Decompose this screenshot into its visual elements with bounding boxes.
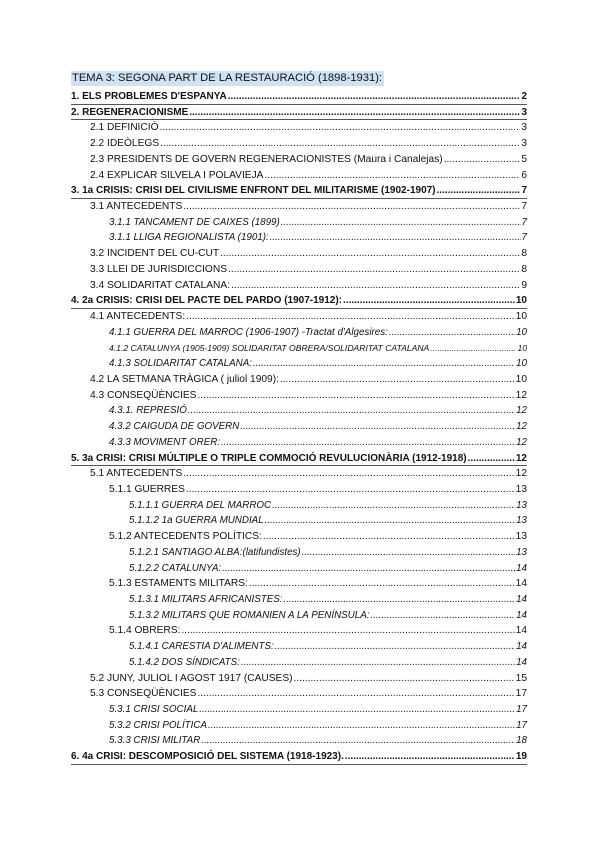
toc-entry[interactable] [71,89,527,105]
toc-dot-leader [220,246,520,262]
toc-entry[interactable] [71,561,527,577]
toc-entry-page-number: 12 [515,389,527,401]
toc-entry[interactable] [71,199,527,215]
toc-dot-leader [370,608,515,624]
toc-dot-leader [284,592,516,608]
toc-entry-page-number: 14 [516,641,527,653]
toc-dot-leader [253,356,515,372]
toc-dot-leader [241,655,515,671]
toc-entry-label: 5. 3a CRISI: CRISI MÚLTIPLE O TRIPLE COMMOCIÓ REVULUCIONÀRIA (1912-1918) [71,452,467,464]
toc-entry-label: 5.3.2 CRISI POLÍTICA [109,719,208,731]
toc-entry-page-number: 7 [521,185,527,197]
toc-entry-page-number: 18 [516,735,527,747]
toc-entry-label: 5.2 JUNY, JULIOL I AGOST 1917 (CAUSES) [90,672,293,684]
toc-entry-page-number: 6 [521,169,527,181]
toc-entry[interactable] [71,403,527,419]
toc-entry[interactable] [71,372,527,388]
toc-entry-page-number: 7 [521,232,527,244]
toc-entry[interactable] [71,356,527,372]
toc-entry-page-number: 10 [516,358,527,370]
toc-dot-leader [270,230,521,246]
toc-dot-leader [160,136,520,152]
toc-entry[interactable] [71,529,527,545]
toc-entry[interactable] [71,246,527,262]
toc-entry-label: 5.1.2.2 CATALUNYA: [129,562,222,574]
toc-entry[interactable] [71,686,527,702]
toc-entry-label: 5.1 ANTECEDENTS [90,468,183,480]
toc-entry-page-number: 17 [516,704,527,716]
toc-dot-leader [249,576,515,592]
toc-entry-page-number: 9 [521,279,527,291]
toc-entry[interactable] [71,183,527,199]
toc-entry-page-number: 10 [515,311,527,323]
toc-entry-label: 3.2 INCIDENT DEL CU-CUT [90,248,220,260]
toc-entry-label: 3.4 SOLIDARITAT CATALANA: [90,279,231,291]
toc-entry-label: 5.1.3.2 MILITARS QUE ROMANIEN A LA PENÍNSULA: [129,609,370,621]
toc-entry-label: 1. ELS PROBLEMES D'ESPANYA [71,91,227,102]
toc-entry-label: 2.2 IDEÒLEGS [90,138,160,150]
toc-entry-label: 5.1.4.1 CARESTIA D'ALIMENTS: [129,641,274,653]
toc-dot-leader [240,419,515,435]
toc-entry-label: 4.1.3 SOLIDARITAT CATALANA: [109,358,253,370]
toc-entry-label: 2.1 DEFINICIÓ [90,122,159,134]
toc-dot-leader [280,372,515,388]
toc-entry-label: 3.1.1 LLIGA REGIONALISTA (1901): [109,232,269,244]
toc-entry-page-number: 15 [515,672,527,684]
toc-entry-page-number: 10 [516,326,527,338]
toc-entry[interactable] [71,278,527,294]
toc-entry-label: 5.1.3.1 MILITARS AFRICANISTES: [129,594,283,605]
toc-entry[interactable] [71,639,527,655]
toc-dot-leader [188,403,515,419]
toc-dot-leader [272,498,515,514]
toc-entry-page-number: 12 [515,468,527,480]
toc-entry-label: 5.3.3 CRISI MILITAR [109,735,201,747]
toc-entry-page-number: 3 [521,106,527,118]
toc-entry-label: 6. 4a CRISI: DESCOMPOSICIÓ DEL SISTEMA (1918-1923). [71,751,344,763]
toc-entry-page-number: 7 [521,216,527,228]
toc-entry-page-number: 10 [515,295,527,307]
toc-dot-leader [275,639,515,655]
toc-entry[interactable] [71,215,527,231]
toc-entry[interactable] [71,451,527,467]
toc-entry-label: 3. 1a CRISIS: CRISI DEL CIVILISME ENFRONT DEL MILITARISME (1902-1907) [71,185,436,197]
toc-dot-leader [228,89,521,105]
toc-dot-leader [264,168,520,184]
toc-entry[interactable] [71,262,527,278]
toc-entry-page-number: 5 [521,153,527,165]
toc-dot-leader [222,561,515,577]
toc-dot-leader [265,513,515,529]
toc-entry-page-number: 8 [521,263,527,275]
toc-entry-label: 5.3.1 CRISI SOCIAL [109,704,199,716]
toc-entry[interactable] [71,592,527,608]
toc-entry-page-number: 12 [515,452,527,464]
toc-entry[interactable] [71,325,527,341]
toc-entry-label: 4.3.1. REPRESIÓ [109,405,187,417]
toc-dot-leader [228,262,520,278]
toc-entry[interactable] [71,749,527,765]
toc-entry-label: 2.4 EXPLICAR SILVELA I POLAVIEJA [90,169,264,181]
toc-dot-leader [183,466,514,482]
toc-entry-page-number: 14 [515,578,527,590]
toc-entry-label: 4.2 LA SETMANA TRÀGICA ( juliol 1909): [90,373,279,385]
toc-entry-label: 5.1.4 OBRERS: [109,625,181,637]
toc-dot-leader [201,733,515,749]
toc-entry-page-number: 12 [516,405,527,417]
toc-entry-page-number: 3 [521,122,527,134]
toc-dot-leader [221,435,515,451]
toc-entry-label: 5.1.2 ANTECEDENTS POLÍTICS: [109,531,262,543]
toc-entry[interactable] [71,152,527,168]
toc-entry-label: 5.1.1.2 1a GUERRA MUNDIAL [129,515,264,527]
toc-entry-page-number: 10 [515,373,527,385]
toc-entry-page-number: 13 [516,515,527,527]
toc-entry-page-number: 7 [521,201,527,213]
toc-entry-page-number: 17 [516,719,527,731]
toc-dot-leader [183,199,520,215]
toc-entry-label: 3.3 LLEI DE JURISDICCIONS [90,263,228,275]
toc-entry-page-number: 14 [516,594,527,605]
toc-dot-leader [345,749,515,765]
toc-dot-leader [186,309,515,325]
toc-entry[interactable] [71,309,527,325]
toc-entry[interactable] [71,702,527,718]
toc-entry[interactable] [71,105,527,121]
toc-entry-page-number: 3 [521,138,527,150]
toc-entry-page-number: 13 [516,546,527,558]
toc-entry[interactable] [71,120,527,136]
toc-dot-leader [197,388,514,404]
toc-entry[interactable] [71,498,527,514]
toc-dot-leader [444,152,521,168]
toc-entry-page-number: 14 [516,609,527,621]
toc-entry[interactable] [71,718,527,734]
toc-entry-page-number: 13 [515,483,527,495]
toc-dot-leader [199,702,515,718]
toc-entry-label: 2. REGENERACIONISME [71,106,189,118]
toc-entry-label: 4.1 ANTECEDENTS: [90,311,186,323]
toc-dot-leader [181,623,514,639]
toc-entry[interactable] [71,388,527,404]
toc-entry[interactable] [71,655,527,671]
toc-entry-label: 4.3.2 CAIGUDA DE GOVERN [109,421,240,433]
toc-entry-label: 5.1.3 ESTAMENTS MILITARS: [109,578,248,590]
toc-entry-page-number: 12 [516,436,527,448]
toc-entry-page-number: 13 [516,499,527,511]
toc-entry-label: 2.3 PRESIDENTS DE GOVERN REGENERACIONISTES (Maura i Canalejas) [90,153,443,165]
toc-entry-page-number: 14 [516,562,527,574]
toc-dot-leader [302,545,515,561]
toc-entry[interactable] [71,341,527,357]
toc-entry[interactable] [71,435,527,451]
toc-entry-label: 5.3 CONSEQÜÈNCIES [90,688,197,700]
toc-dot-leader [208,718,515,734]
toc-dot-leader [343,293,515,309]
toc-entry-page-number: 19 [515,751,527,763]
toc-entry[interactable] [71,136,527,152]
toc-entry-page-number: 14 [516,656,527,668]
toc-entry-page-number: 14 [515,625,527,637]
toc-entry-page-number: 17 [515,688,527,700]
toc-entry-page-number: 8 [521,248,527,260]
toc-entry[interactable] [71,466,527,482]
toc-entry-label: 3.1.1 TANCAMENT DE CAIXES (1899) [109,216,280,228]
document-title: TEMA 3: SEGONA PART DE LA RESTAURACIÓ (1898-1931): [72,72,383,84]
toc-entry-label: 4.3 CONSEQÜÈNCIES [90,389,197,401]
toc-entry-label: 3.1 ANTECEDENTS [90,201,183,213]
toc-entry[interactable] [71,576,527,592]
toc-dot-leader [430,341,516,357]
toc-entry-page-number: 13 [515,531,527,543]
toc-entry[interactable] [71,513,527,529]
toc-entry[interactable] [71,623,527,639]
toc-entry-page-number: 2 [521,91,527,102]
toc-dot-leader [231,278,520,294]
toc-entry[interactable] [71,168,527,184]
table-of-contents [71,89,527,765]
toc-entry-label: 5.1.4.2 DOS SÍNDICATS: [129,656,240,668]
toc-dot-leader [437,183,521,199]
toc-entry[interactable] [71,230,527,246]
toc-entry-page-number: 10 [517,342,527,353]
toc-entry-label: 4.3.3 MOVIMENT ORER: [109,436,221,448]
toc-entry-label: 4. 2a CRISIS: CRISI DEL PACTE DEL PARDO (1907-1912): [71,295,343,307]
toc-entry-label: 5.1.2.1 SANTIAGO ALBA:(latifundistes) [129,546,301,558]
toc-entry-label: 4.1.1 GUERRA DEL MARROC (1906-1907) -Tractat d'Algesires: [109,326,388,338]
toc-dot-leader [294,671,515,687]
toc-dot-leader [263,529,515,545]
toc-entry[interactable] [71,608,527,624]
toc-entry[interactable] [71,293,527,309]
toc-entry[interactable] [71,419,527,435]
toc-entry[interactable] [71,671,527,687]
toc-dot-leader [389,325,515,341]
toc-entry-label: 5.1.1.1 GUERRA DEL MARROC [129,499,272,511]
toc-entry[interactable] [71,545,527,561]
toc-dot-leader [197,686,514,702]
toc-dot-leader [468,451,515,467]
toc-dot-leader [189,105,520,121]
toc-dot-leader [186,482,515,498]
toc-dot-leader [160,120,521,136]
toc-entry-label: 4.1.2 CATALUNYA (1905-1909) SOLIDARITAT OBRERA/SOLIDARITAT CATALANA [109,342,430,353]
toc-entry-page-number: 12 [516,421,527,433]
toc-entry[interactable] [71,733,527,749]
toc-entry-label: 5.1.1 GUERRES [109,483,185,495]
toc-entry[interactable] [71,482,527,498]
toc-dot-leader [281,215,521,231]
